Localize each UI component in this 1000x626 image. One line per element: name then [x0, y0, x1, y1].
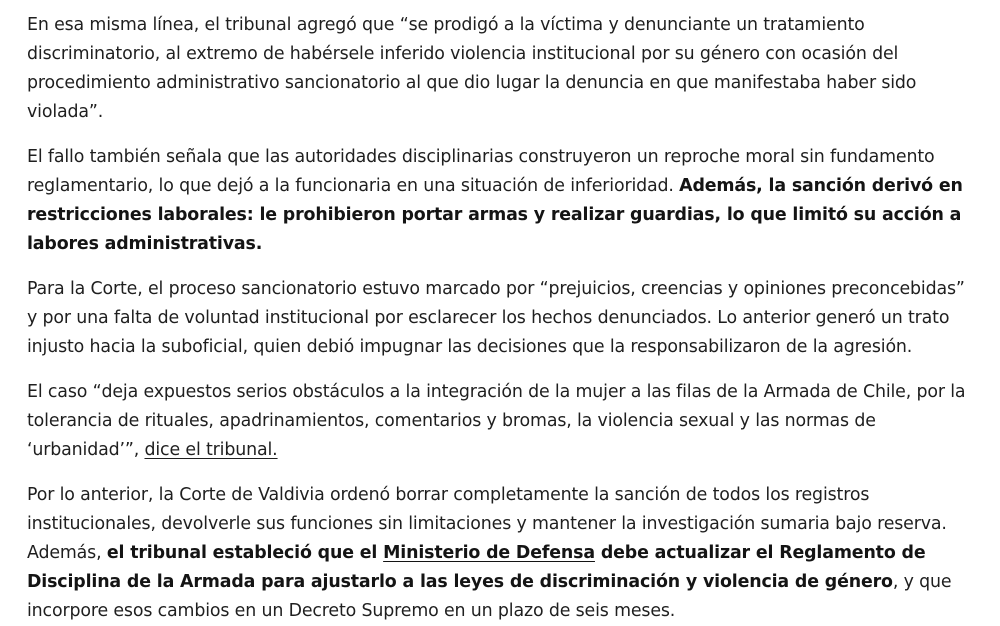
dice-el-tribunal-link[interactable]: dice el tribunal.	[144, 440, 278, 460]
paragraph-2	[27, 143, 980, 259]
paragraph-5-bold-pre: el tribunal estableció que el	[106, 543, 384, 563]
paragraph-3-text: Para la Corte, el proceso sancionatorio estuvo marcado por “prejuicios, creencias y opiniones preconcebidas” y por una falta de voluntad institucional por esclarecer los hechos denunciados. Lo anterior generó un trato injusto hacia la suboficial, quien debió impugnar las decisiones que la responsabilizaron de la agresión.	[27, 279, 965, 357]
paragraph-1	[27, 11, 980, 127]
paragraph-3	[27, 275, 980, 362]
ministerio-de-defensa-link[interactable]: Ministerio de Defensa	[383, 543, 595, 563]
paragraph-5	[27, 481, 980, 626]
paragraph-5-text-end: , y que incorpore esos cambios en un Decreto Supremo en un plazo de seis meses.	[27, 572, 952, 621]
paragraph-4	[27, 378, 980, 465]
paragraph-4-text: El caso “deja expuestos serios obstáculos a la integración de la mujer a las filas de la Armada de Chile, por la tolerancia de rituales, apadrinamientos, comentarios y bromas, la violencia sexual y las normas de ‘urbanidad’”,	[27, 382, 966, 460]
paragraph-5-bold-post: debe actualizar el Reglamento de Disciplina de la Armada para ajustarlo a las leyes de discriminación y violencia de género	[27, 543, 926, 592]
paragraph-5-text: Por lo anterior, la Corte de Valdivia ordenó borrar completamente la sanción de todos los registros institucionales, devolverle sus funciones sin limitaciones y mantener la investigación sumaria bajo reserva. Además,	[27, 485, 947, 563]
paragraph-1-text: En esa misma línea, el tribunal agregó que “se prodigó a la víctima y denunciante un tratamiento discriminatorio, al extremo de habérsele inferido violencia institucional por su género con ocasión del procedimiento administrativo sancionatorio al que dio lugar la denuncia en que manifestaba haber sido violada”.	[27, 15, 917, 122]
paragraph-2-text: El fallo también señala que las autoridades disciplinarias construyeron un reproche moral sin fundamento reglamentario, lo que dejó a la funcionaria en una situación de inferioridad.	[27, 147, 935, 196]
paragraph-5-bold-text	[27, 543, 925, 592]
paragraph-2-bold-text: Además, la sanción derivó en restricciones laborales: le prohibieron portar armas y realizar guardias, lo que limitó su acción a labores administrativas.	[27, 176, 963, 254]
